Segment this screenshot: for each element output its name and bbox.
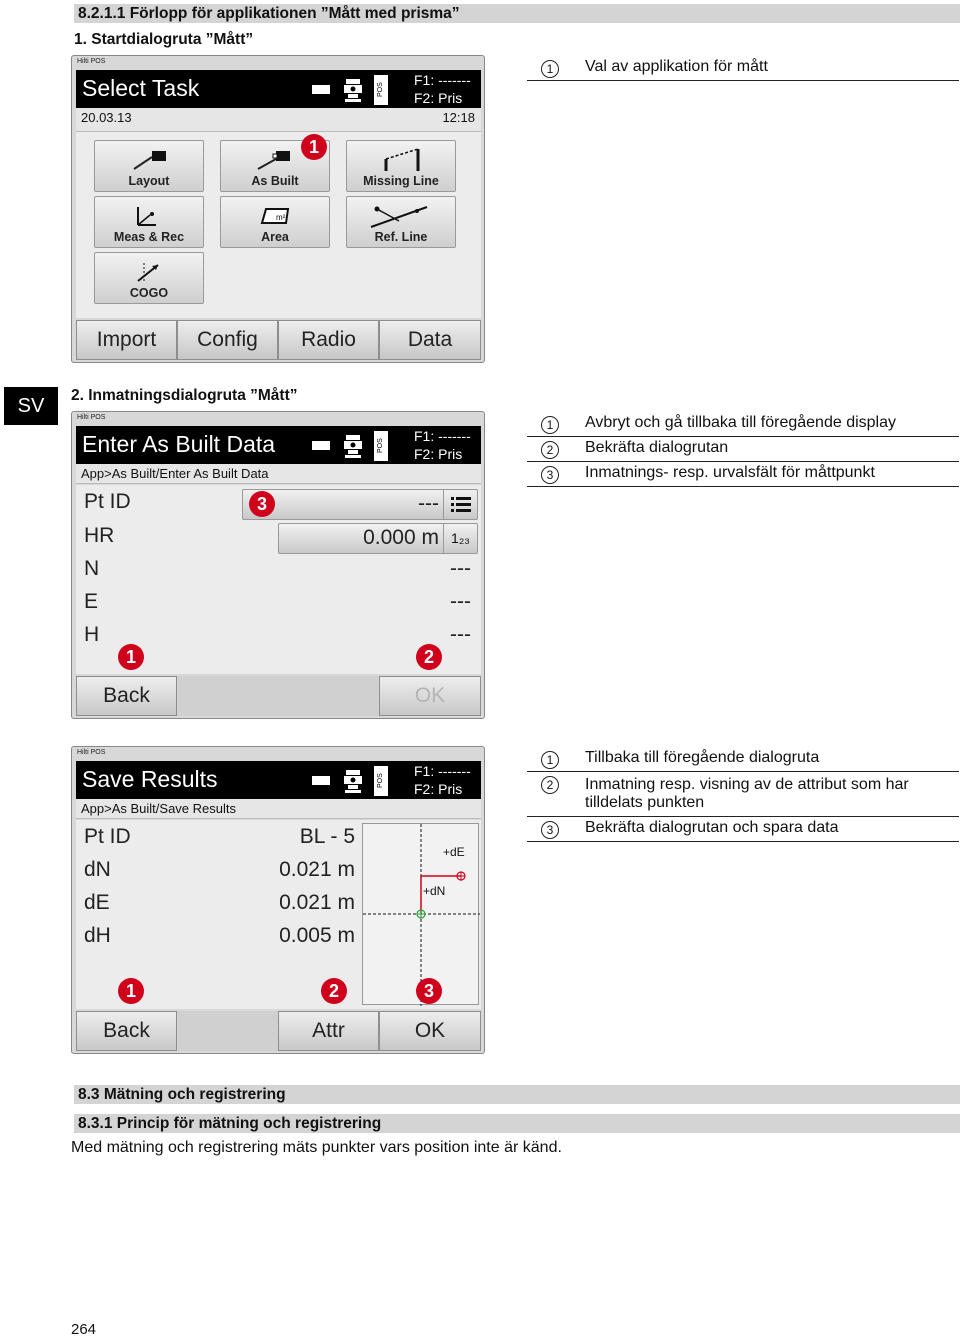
task-label: Ref. Line <box>374 230 428 244</box>
h-value: --- <box>450 623 471 646</box>
legend-number: 3 <box>541 821 559 839</box>
task-label: Missing Line <box>363 174 439 188</box>
hr-field[interactable] <box>278 523 478 554</box>
step2-heading: 2. Inmatningsdialogruta ”Mått” <box>71 387 298 404</box>
form-body <box>76 485 481 674</box>
legend-number: 2 <box>541 776 559 794</box>
function-key-bar <box>76 320 481 360</box>
task-layout-button[interactable] <box>94 140 204 192</box>
hr-label: HR <box>84 524 115 547</box>
callout-badge: 1 <box>118 644 144 670</box>
de-value: 0.021 m <box>279 891 355 914</box>
pt-id-value: BL - 5 <box>299 825 355 848</box>
meas-rec-icon <box>130 203 170 229</box>
date-label: 20.03.13 <box>81 110 132 125</box>
attr-button[interactable]: Attr <box>278 1011 379 1051</box>
screen-title: Enter As Built Data <box>82 431 276 457</box>
breadcrumb: App>As Built/Enter As Built Data <box>76 464 481 484</box>
task-meas-rec-button[interactable] <box>94 196 204 248</box>
ok-button[interactable] <box>379 676 481 716</box>
e-value: --- <box>450 590 471 613</box>
n-value: --- <box>450 557 471 580</box>
battery-icon <box>312 85 330 94</box>
task-ref-line-button[interactable] <box>346 196 456 248</box>
import-button[interactable]: Import <box>76 320 177 360</box>
task-label: Area <box>261 230 289 244</box>
legend-number: 1 <box>541 416 559 434</box>
deviation-graph <box>362 823 479 1005</box>
dh-label: dH <box>84 924 111 947</box>
back-button[interactable]: Back <box>76 676 177 716</box>
legend-number: 2 <box>541 441 559 459</box>
brand-label: Hilti POS <box>77 749 106 756</box>
task-label: As Built <box>251 174 299 188</box>
legend-item <box>527 462 959 487</box>
h-label: H <box>84 623 100 646</box>
legend-step1 <box>527 56 959 81</box>
breadcrumb: App>As Built/Save Results <box>76 799 481 819</box>
task-grid <box>76 132 481 318</box>
de-label: dE <box>84 891 110 914</box>
device-screen-save-results <box>71 746 485 1054</box>
legend-item <box>527 772 959 817</box>
cogo-icon <box>130 259 170 285</box>
body-paragraph: Med mätning och registrering mäts punkter vars position inte är känd. <box>71 1139 562 1156</box>
layout-icon <box>130 147 170 173</box>
pt-id-field[interactable] <box>242 489 478 520</box>
time-label: 12:18 <box>442 110 475 125</box>
section-heading-8-2-1-1: 8.2.1.1 Förlopp för applikationen ”Mått med prisma” <box>74 4 960 23</box>
device-screen-enter-as-built <box>71 411 485 719</box>
dn-value: 0.021 m <box>279 858 355 881</box>
section-heading-8-3-1: 8.3.1 Princip för mätning och registrering <box>74 1114 960 1133</box>
callout-badge: 2 <box>321 978 347 1004</box>
function-key-bar <box>76 1011 481 1051</box>
title-bar <box>76 70 481 108</box>
list-select-icon[interactable] <box>443 490 477 519</box>
language-tab: SV <box>4 387 58 425</box>
callout-badge: 1 <box>301 134 327 160</box>
dh-value: 0.005 m <box>279 924 355 947</box>
legend-number: 3 <box>541 466 559 484</box>
screen-title: Save Results <box>82 766 218 792</box>
ref-line-icon <box>369 203 429 229</box>
legend-text: Bekräfta dialogrutan <box>585 439 729 456</box>
f2-label: F2: Pris <box>414 781 463 797</box>
task-area-button[interactable] <box>220 196 330 248</box>
legend-item <box>527 412 959 437</box>
legend-text: Tillbaka till föregående dialogruta <box>585 749 820 766</box>
dn-axis-label: +dN <box>423 884 446 898</box>
battery-icon <box>312 776 330 785</box>
date-time-bar <box>76 108 481 132</box>
radio-button[interactable]: Radio <box>278 320 379 360</box>
back-button[interactable]: Back <box>76 1011 177 1051</box>
area-icon <box>256 203 296 229</box>
callout-badge: 3 <box>249 491 275 517</box>
legend-text: Inmatning resp. visning av de attribut som har tilldelats punkten <box>585 776 909 811</box>
de-axis-label: +dE <box>443 845 465 859</box>
pos-icon: POS <box>374 75 388 105</box>
results-body <box>76 820 481 1009</box>
config-button[interactable]: Config <box>177 320 278 360</box>
pos-icon: POS <box>374 766 388 796</box>
ok-label: OK <box>414 684 446 707</box>
brand-label: Hilti POS <box>77 414 106 421</box>
as-built-icon <box>256 147 296 173</box>
legend-item <box>527 56 959 81</box>
numpad-icon[interactable]: 1₂₃ <box>443 524 477 553</box>
f2-label: F2: Pris <box>414 446 463 462</box>
total-station-icon <box>342 768 364 794</box>
brand-label: Hilti POS <box>77 58 106 65</box>
f1-label: F1: ------- <box>414 428 471 444</box>
ok-button[interactable]: OK <box>379 1011 481 1051</box>
svg-text:m²: m² <box>276 213 286 222</box>
legend-item <box>527 747 959 772</box>
legend-item <box>527 817 959 842</box>
section-heading-8-3: 8.3 Mätning och registrering <box>74 1085 960 1104</box>
title-bar <box>76 761 481 799</box>
legend-item <box>527 437 959 462</box>
pt-id-label: Pt ID <box>84 490 131 513</box>
step1-heading: 1. Startdialogruta ”Mått” <box>74 31 254 48</box>
pt-id-value: --- <box>418 492 439 515</box>
pt-id-label: Pt ID <box>84 825 131 848</box>
callout-badge: 3 <box>416 978 442 1004</box>
pos-icon: POS <box>374 431 388 461</box>
f1-label: F1: ------- <box>414 763 471 779</box>
callout-badge: 2 <box>416 644 442 670</box>
n-label: N <box>84 557 100 580</box>
screen-title: Select Task <box>82 75 200 101</box>
total-station-icon <box>342 77 364 103</box>
title-bar <box>76 426 481 464</box>
page-number: 264 <box>71 1321 97 1338</box>
hr-value: 0.000 m <box>363 526 439 549</box>
legend-step3 <box>527 747 959 842</box>
function-key-bar <box>76 676 481 716</box>
battery-icon <box>312 441 330 450</box>
task-cogo-button[interactable] <box>94 252 204 304</box>
legend-text: Inmatnings- resp. urvalsfält för måttpunkt <box>585 464 875 481</box>
legend-text: Avbryt och gå tillbaka till föregående display <box>585 414 896 431</box>
task-missing-line-button[interactable] <box>346 140 456 192</box>
f1-label: F1: ------- <box>414 72 471 88</box>
task-label: COGO <box>129 286 169 300</box>
missing-line-icon <box>382 147 422 173</box>
device-screen-select-task <box>71 55 485 363</box>
legend-number: 1 <box>541 751 559 769</box>
legend-text: Val av applikation för mått <box>585 58 768 75</box>
dn-label: dN <box>84 858 111 881</box>
data-button[interactable]: Data <box>379 320 481 360</box>
task-label: Meas & Rec <box>113 230 185 244</box>
e-label: E <box>84 590 99 613</box>
callout-badge: 1 <box>118 978 144 1004</box>
legend-number: 1 <box>541 60 559 78</box>
total-station-icon <box>342 433 364 459</box>
task-label: Layout <box>128 174 170 188</box>
legend-step2 <box>527 412 959 487</box>
f2-label: F2: Pris <box>414 90 463 106</box>
legend-text: Bekräfta dialogrutan och spara data <box>585 819 839 836</box>
